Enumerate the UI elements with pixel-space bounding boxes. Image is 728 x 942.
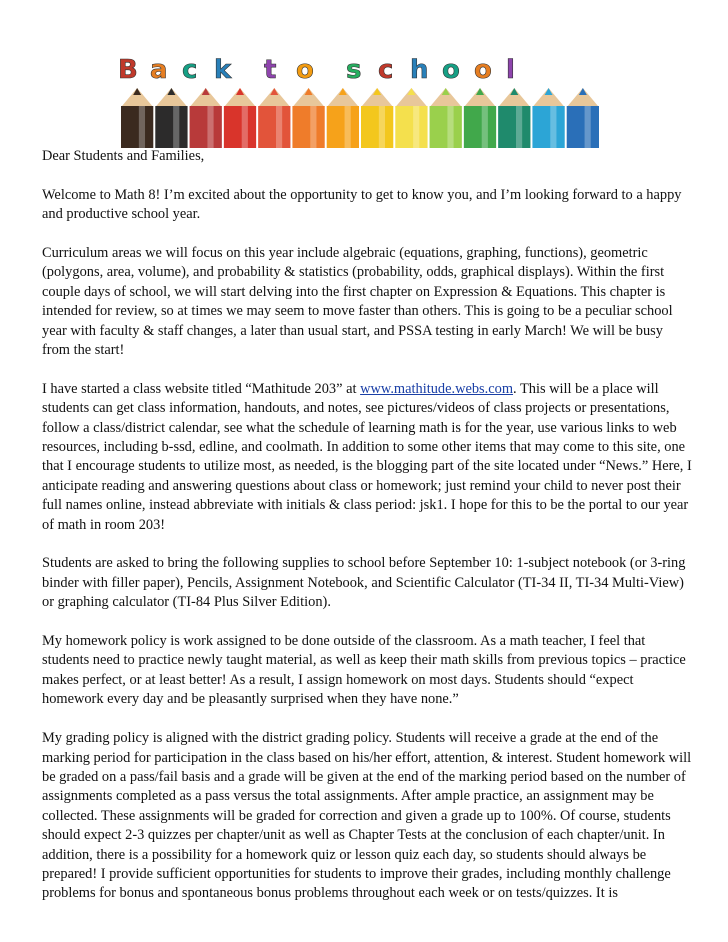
back-to-school-banner: [100, 48, 620, 148]
greeting: Dear Students and Families,: [42, 148, 205, 164]
banner-title: [118, 55, 515, 85]
letter-body: [42, 147, 692, 923]
pencil: [155, 88, 187, 148]
paragraph-website: [42, 380, 692, 535]
banner-letter: o: [474, 55, 492, 85]
pencil: [464, 88, 496, 148]
website-text-after: . This will be a place will students can get class information, handouts, and notes, see pictures/videos of class projects or presentations, follow a class/district calendar, see what the schedule of learning math is for the year, use various links to web resources, including b-ssd, edline, and coolmath. In addition to some other items that may come to this site, one that I encourage students to utilize most, as needed, is the blogging part of the site located under “News.” Here, I anticipate reading and answering questions about class or homework; just remind your child to never post their full names online, instead abbreviate with initials & class period: jsk1. I hope for this to be the portal to our year of math in room 203!: [42, 380, 692, 533]
pencil: [224, 88, 256, 148]
pencil: [567, 88, 599, 148]
pencil-row: [121, 88, 599, 148]
banner-letter: B: [118, 55, 138, 85]
banner-letter: o: [296, 55, 314, 85]
banner-letter: t: [264, 55, 277, 85]
pencil: [121, 88, 153, 148]
banner-letter: k: [214, 55, 232, 85]
paragraph-supplies: Students are asked to bring the following supplies to school before September 10: 1-subject notebook (or 3-ring binder with filler paper), Pencils, Assignment Notebook, and Scientific Calculator (TI-34 II, TI-34 Multi-View) or graphing calculator (TI-84 Plus Silver Edition).: [42, 555, 686, 611]
pencil: [190, 88, 222, 148]
class-website-link[interactable]: www.mathitude.webs.com: [360, 380, 514, 397]
pencil: [395, 88, 427, 148]
banner-letter: l: [506, 55, 515, 85]
banner-letter: s: [346, 55, 362, 85]
banner-letter: o: [442, 55, 460, 85]
website-text-before: I have started a class website titled “Mathitude 203” at: [42, 380, 361, 397]
pencil: [292, 88, 324, 148]
pencil: [258, 88, 290, 148]
paragraph-welcome: Welcome to Math 8! I’m excited about the opportunity to get to know you, and I’m looking forward to a happy and productive school year.: [42, 186, 682, 223]
pencil: [498, 88, 530, 148]
pencil: [361, 88, 393, 148]
pencil: [430, 88, 462, 148]
banner-letter: c: [182, 55, 198, 85]
banner-illustration: [100, 48, 620, 148]
pencil: [327, 88, 359, 148]
banner-letter: h: [410, 55, 429, 85]
paragraph-grading-policy: My grading policy is aligned with the district grading policy. Students will receive a grade at the end of the marking period for participation in the class based on his/her effort, attention, & interest. Student homework will be graded on a pass/fail basis and a grade will be given at the end of the marking period based on the number of assignments completed as a pass versus the total assignments. After ample practice, an assignment may be collected. These assignments will be graded for correction and given a grade up to 100%. Of course, students should expect 2-3 quizzes per chapter/unit as well as Chapter Tests at the conclusion of each chapter/unit. In addition, there is a possibility for a homework quiz or lesson quiz each day, so students should always be prepared! I provide sufficient opportunities for students to improve their grades, including monthly challenge problems for bonus and spontaneous bonus problems throughout each week or on tests/quizzes. It is: [42, 730, 692, 902]
banner-letter: a: [150, 55, 168, 85]
paragraph-homework-policy: My homework policy is work assigned to be done outside of the classroom. As a math teacher, I feel that students need to practice newly taught material, as well as keep their math skills from previous topics – practice makes perfect, or at least better! As a result, I assign homework on most days. Students should “expect homework every day and be pleasantly surprised when they have none.”: [42, 633, 686, 708]
paragraph-curriculum: Curriculum areas we will focus on this year include algebraic (equations, graphing, functions), geometric (polygons, area, volume), and probability & statistics (probability, odds, graphical displays). Within the first couple days of school, we will start delving into the first chapter on Expression & Equations. This chapter is intended for review, so at times we may seem to move faster than others. This is going to be a peculiar school year with faculty & staff changes, a later than usual start, and PSSA testing in early March! We will be busy from the start!: [42, 245, 673, 359]
pencil: [532, 88, 564, 148]
banner-letter: c: [378, 55, 394, 85]
